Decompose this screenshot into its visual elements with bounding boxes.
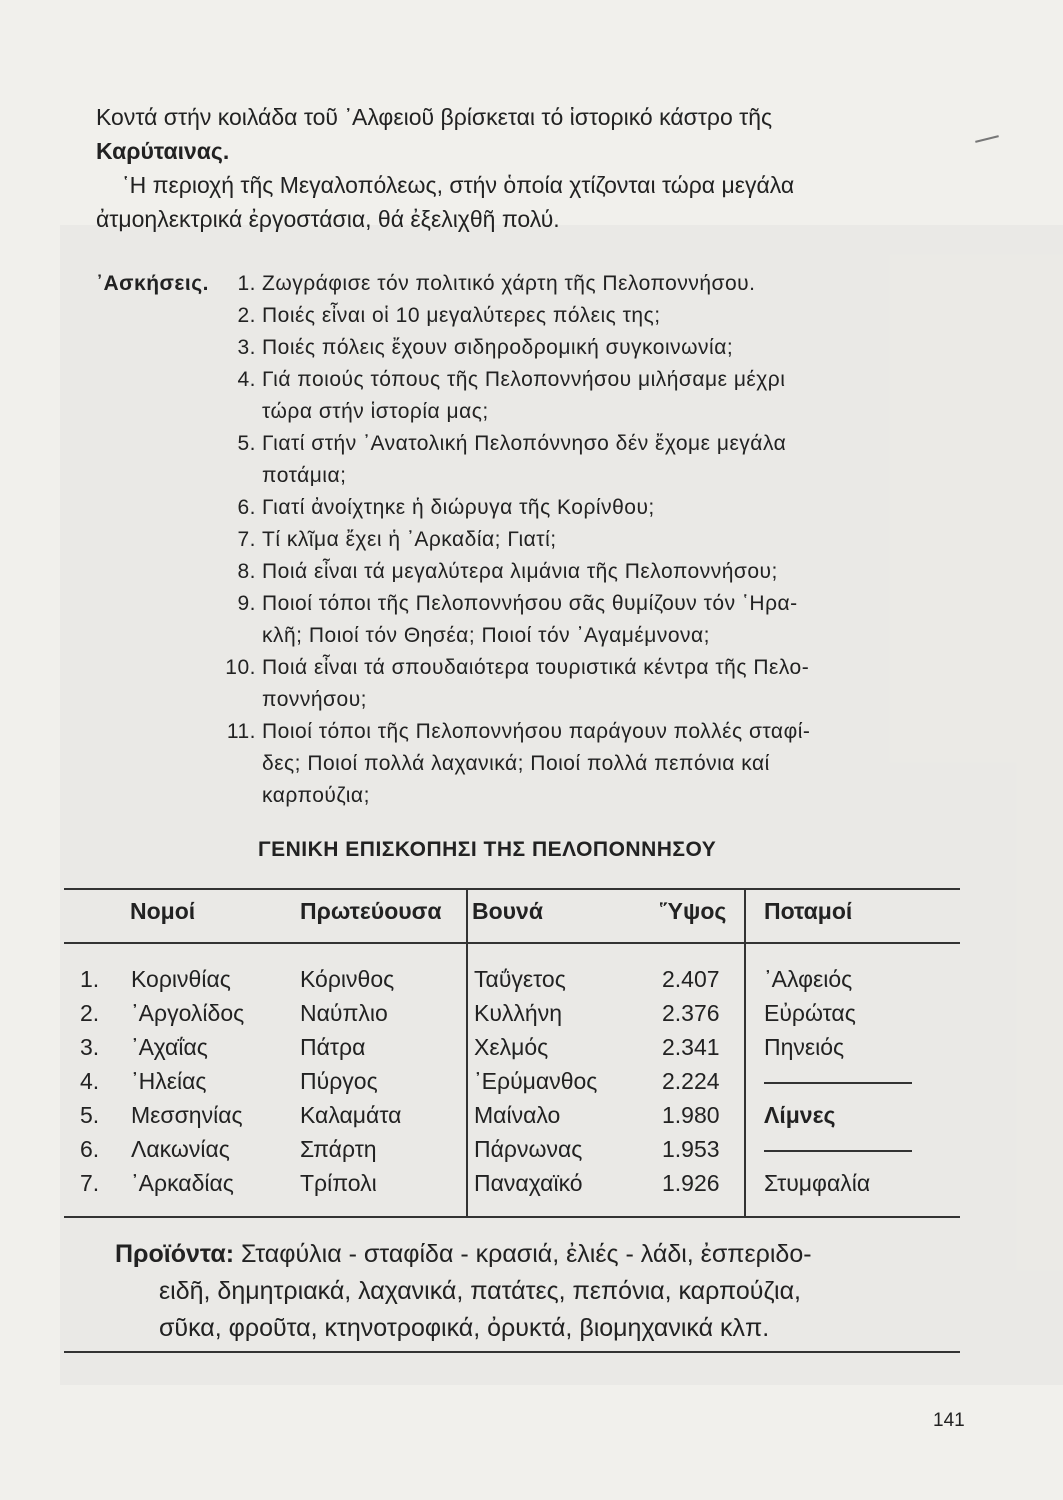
pen-mark <box>975 135 999 143</box>
row-number: 6. <box>80 1136 100 1162</box>
vouno-cell: Μαίναλο <box>474 1102 561 1128</box>
potamos-cell <box>764 1064 912 1098</box>
exercise-text: κλῆ; Ποιοί τόν Θησέα; Ποιοί τόν ᾿Αγαμέμνονα; <box>262 624 710 647</box>
exercise-number: 4. <box>237 368 256 391</box>
row-number: 2. <box>80 1000 100 1026</box>
exercises-label <box>96 748 216 780</box>
exercises-list <box>96 268 966 812</box>
exercise-text: ποτάμια; <box>262 464 347 487</box>
exercise-number <box>214 748 256 780</box>
exercise-text: Ποιά εἶναι τά μεγαλύτερα λιμάνια τῆς Πελοποννήσου; <box>262 560 778 583</box>
column-potamoi <box>764 962 912 1200</box>
row-number: 7. <box>80 1170 100 1196</box>
nomos-cell: ᾿Αχαΐας <box>131 1034 208 1060</box>
exercises-label <box>96 780 216 812</box>
exercises-label <box>96 396 216 428</box>
products-bottom-rule <box>64 1351 960 1353</box>
page-number: 141 <box>933 1410 965 1431</box>
exercise-number <box>214 684 256 716</box>
exercises-label <box>96 684 216 716</box>
column-vouna <box>474 962 597 1200</box>
vouno-cell: Παναχαϊκό <box>474 1170 583 1196</box>
ypsos-cell: 1.926 <box>662 1170 720 1196</box>
exercises-label <box>96 300 216 332</box>
exercises-label <box>96 716 216 748</box>
nomos-cell: Κορινθίας <box>131 966 231 992</box>
column-ypsos <box>662 962 720 1200</box>
blank-line <box>764 1150 912 1152</box>
column-num <box>80 962 99 1200</box>
exercise-line <box>96 556 966 588</box>
exercise-number: 5. <box>237 432 256 455</box>
protevousa-cell: Πύργος <box>300 1068 378 1094</box>
potamos-cell: Πηνειός <box>764 1034 845 1060</box>
table-top-rule <box>64 888 960 890</box>
potamos-cell <box>764 1132 912 1166</box>
exercise-line <box>96 524 966 556</box>
exercise-text: Γιά ποιούς τόπους τῆς Πελοποννήσου μιλήσαμε μέχρι <box>262 368 786 391</box>
table-title: ΓΕΝΙΚΗ ΕΠΙΣΚΟΠΗΣΙ ΤΗΣ ΠΕΛΟΠΟΝΝΗΣΟΥ <box>258 838 717 861</box>
exercise-number: 11. <box>226 720 256 743</box>
table-divider-right <box>744 888 746 1218</box>
exercise-line <box>96 460 966 492</box>
protevousa-cell: Τρίπολι <box>300 1170 377 1196</box>
exercise-number: 8. <box>237 560 256 583</box>
exercises-label <box>96 364 216 396</box>
intro-line-1: Κοντά στήν κοιλάδα τοῦ ᾿Αλφειοῦ βρίσκεται τό ἱστορικό κάστρο τῆς <box>96 104 773 130</box>
exercises-label <box>96 428 216 460</box>
nomos-cell: ᾿Αρκαδίας <box>131 1170 234 1196</box>
protevousa-cell: Κόρινθος <box>300 966 395 992</box>
exercise-text: Ποιοί τόποι τῆς Πελοποννήσου σᾶς θυμίζουν τόν ῾Ηρα- <box>262 592 798 615</box>
exercise-number <box>214 780 256 812</box>
intro-line-2: ῾Η περιοχή τῆς Μεγαλοπόλεως, στήν ὁποία χτίζονται τώρα μεγάλα <box>122 172 795 198</box>
exercise-number: 10. <box>225 656 256 679</box>
exercise-text: Γιατί στήν ᾿Ανατολική Πελοπόννησο δέν ἔχομε μεγάλα <box>262 432 787 455</box>
exercise-line <box>96 492 966 524</box>
exercise-text: ποννήσου; <box>262 688 368 711</box>
exercises-label <box>96 492 216 524</box>
ypsos-cell: 2.376 <box>662 1000 720 1026</box>
potamos-cell: Λίμνες <box>764 1102 836 1128</box>
exercises-label: ᾿Ασκήσεις. <box>96 272 209 295</box>
exercise-text: Ζωγράφισε τόν πολιτικό χάρτη τῆς Πελοποννήσου. <box>262 272 756 295</box>
products-label: Προϊόντα: <box>115 1240 235 1268</box>
exercise-line <box>96 620 966 652</box>
exercises-label <box>96 332 216 364</box>
exercise-text: Ποιοί τόποι τῆς Πελοποννήσου παράγουν πολλές σταφί- <box>262 720 811 743</box>
products-line-3: σῦκα, φροῦτα, κτηνοτροφικά, ὀρυκτά, βιομηχανικά κλπ. <box>159 1314 770 1342</box>
exercise-line <box>96 332 966 364</box>
exercise-text: καρπούζια; <box>262 784 370 807</box>
exercise-text: Τί κλῖμα ἔχει ἡ ᾿Αρκαδία; Γιατί; <box>262 528 557 551</box>
exercise-text: δες; Ποιοί πολλά λαχανικά; Ποιοί πολλά πεπόνια καί <box>262 752 770 775</box>
ypsos-cell: 2.224 <box>662 1068 720 1094</box>
protevousa-cell: Σπάρτη <box>300 1136 377 1162</box>
potamos-cell: ᾿Αλφειός <box>764 966 853 992</box>
blank-line <box>764 1082 912 1084</box>
nomos-cell: Μεσσηνίας <box>131 1102 243 1128</box>
exercise-number: 7. <box>237 528 256 551</box>
exercise-number: 2. <box>237 304 256 327</box>
exercises-label <box>96 524 216 556</box>
vouno-cell: Πάρνωνας <box>474 1136 583 1162</box>
ypsos-cell: 1.953 <box>662 1136 720 1162</box>
vouno-cell: ᾿Ερύμανθος <box>474 1068 598 1094</box>
protevousa-cell: Καλαμάτα <box>300 1102 402 1128</box>
vouno-cell: Χελμός <box>474 1034 549 1060</box>
exercise-line <box>96 396 966 428</box>
exercise-number <box>216 620 256 652</box>
exercise-line <box>96 780 966 812</box>
exercises-label <box>96 652 216 684</box>
exercises-label <box>96 460 216 492</box>
exercise-line <box>96 748 966 780</box>
header-potamoi: Ποταμοί <box>764 898 853 924</box>
header-ypsos: ῞Υψος <box>660 898 727 924</box>
exercise-line <box>96 428 966 460</box>
intro-paragraph <box>96 100 966 236</box>
products-line-2: ειδῆ, δημητριακά, λαχανικά, πατάτες, πεπόνια, καρπούζια, <box>159 1277 801 1305</box>
exercise-text: Ποιά εἶναι τά σπουδαιότερα τουριστικά κέντρα τῆς Πελο- <box>262 656 810 679</box>
exercises-label <box>96 556 216 588</box>
exercise-line <box>96 300 966 332</box>
exercise-text: Γιατί ἀνοίχτηκε ἡ διώρυγα τῆς Κορίνθου; <box>262 496 655 519</box>
exercise-number: 6. <box>237 496 256 519</box>
exercises-label <box>96 620 216 652</box>
vouno-cell: Ταΰγετος <box>474 966 566 992</box>
exercise-text: Ποιές πόλεις ἔχουν σιδηροδρομική συγκοινωνία; <box>262 336 734 359</box>
header-nomoi: Νομοί <box>130 898 196 924</box>
exercise-number <box>216 396 256 428</box>
row-number: 1. <box>80 966 100 992</box>
row-number: 5. <box>80 1102 100 1128</box>
potamos-cell: Στυμφαλία <box>764 1170 871 1196</box>
protevousa-cell: Ναύπλιο <box>300 1000 388 1026</box>
exercises-label <box>96 588 216 620</box>
vouno-cell: Κυλλήνη <box>474 1000 563 1026</box>
row-number: 3. <box>80 1034 100 1060</box>
exercise-line <box>96 652 966 684</box>
table-bottom-rule <box>64 1216 960 1218</box>
exercise-line <box>96 268 966 300</box>
nomos-cell: ᾿Ηλείας <box>131 1068 207 1094</box>
column-nomoi <box>131 962 244 1200</box>
products-line-1: Προϊόντα: Σταφύλια - σταφίδα - κρασιά, ἐλιές - λάδι, ἐσπεριδο- <box>115 1240 812 1268</box>
ypsos-cell: 1.980 <box>662 1102 720 1128</box>
nomos-cell: ᾿Αργολίδος <box>131 1000 245 1026</box>
ypsos-cell: 2.407 <box>662 966 720 992</box>
exercise-line <box>96 684 966 716</box>
exercise-number: 9. <box>237 592 256 615</box>
exercise-number: 3. <box>237 336 256 359</box>
nomos-cell: Λακωνίας <box>131 1136 230 1162</box>
column-protevousa <box>300 962 401 1200</box>
exercise-number: 1. <box>237 272 256 295</box>
exercise-line <box>96 716 966 748</box>
intro-line-3: ἀτμοηλεκτρικά ἐργοστάσια, θά ἐξελιχθῆ πολύ. <box>96 206 560 232</box>
exercise-line <box>96 364 966 396</box>
table-divider-left <box>466 888 468 1218</box>
products-paragraph <box>115 1236 945 1347</box>
protevousa-cell: Πάτρα <box>300 1034 366 1060</box>
exercise-text: τώρα στήν ἱστορία μας; <box>262 400 489 423</box>
exercise-text: Ποιές εἶναι οἱ 10 μεγαλύτερες πόλεις της; <box>262 304 661 327</box>
header-vouna: Βουνά <box>472 898 543 924</box>
intro-line-1-bold: Καρύταινας. <box>96 138 230 164</box>
potamos-cell: Εὐρώτας <box>764 1000 856 1026</box>
header-protevousa: Πρωτεύουσα <box>300 898 442 924</box>
ypsos-cell: 2.341 <box>662 1034 720 1060</box>
table-header-rule <box>64 942 960 944</box>
exercise-line <box>96 588 966 620</box>
exercise-number <box>216 460 256 492</box>
row-number: 4. <box>80 1068 100 1094</box>
